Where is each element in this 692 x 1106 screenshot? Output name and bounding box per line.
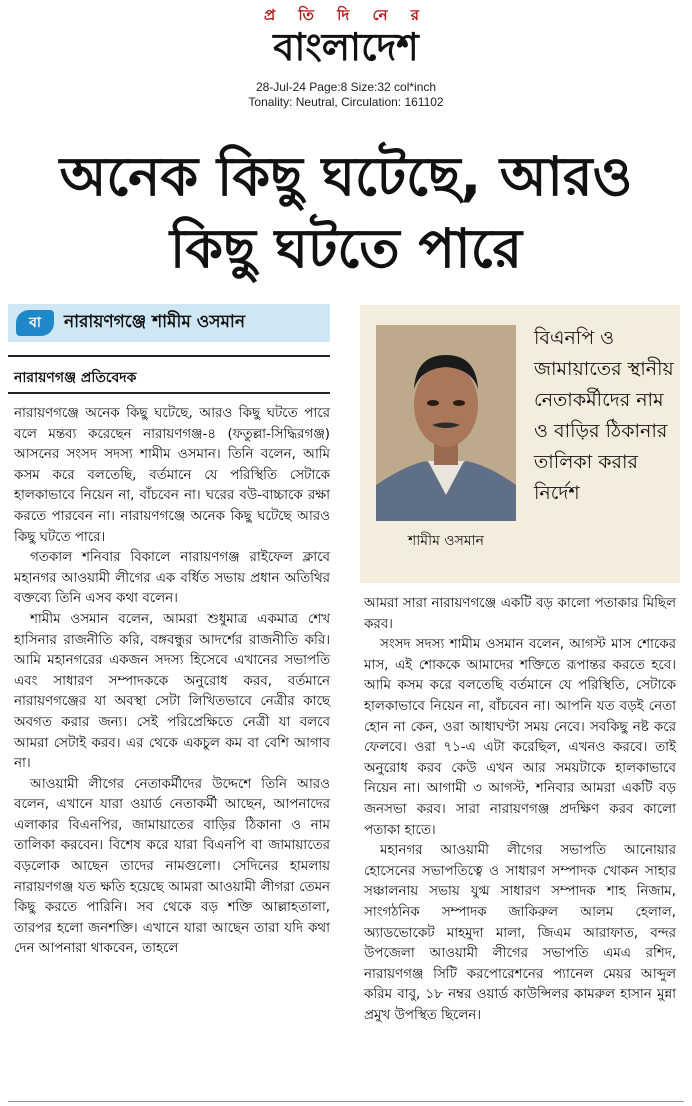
paragraph: গতকাল শনিবার বিকালে নারায়ণগঞ্জ রাইফেল ক্লাবে মহানগর আওয়ামী লীগের এক বর্ধিত সভায় প্রধান অতিথির বক্তব্যে তিনি এসব কথা বলেন। [14,550,330,607]
paragraph: সংসদ সদস্য শামীম ওসমান বলেন, আগস্ট মাস শোকের মাস, এই শোককে আমাদের শক্তিতে রূপান্তর করতে হবে। আমি কসম করে বলতেছি বর্তমানে যে পরিস্থিতি, সেটাকে হালকাভাবে নিয়েন না, বাঁচবেন না। আপনি যত বড়ই নেতা হোন না কেন, ওরা আধাঘণ্টা সময় নেবে। সবকিছু নষ্ট করে ফেলবে। ওরা ৭১-এ এটা করেছিল, এখনও করবে। তাই অনুরোধ করব কেউ এখন আর সময়টাকে হালকাভাবে নিয়েন না। আগামী ৩ আগস্ট, শনিবার আমরা একটি বড় জনসভা করব। সারা নারায়ণগঞ্জ প্রদক্ষিণ করব কালো পতাকা হাতে। [364,637,676,838]
kicker-bar [8,304,330,342]
article-column-right [364,594,676,1026]
paragraph: নারায়ণগঞ্জে অনেক কিছু ঘটেছে, আরও কিছু ঘটতে পারে বলে মন্তব্য করেছেন নারায়ণগঞ্জ-৪ (ফতুল্লা-সিদ্ধিরগঞ্জ) আসনের সংসদ সদস্য শামীম ওসমান। তিনি বলেন, আমি কসম করে বলতেছি, বর্তমানে যে পরিস্থিতি সেটাকে হালকাভাবে নিয়েন না, বাঁচবেন না। ঘরের বউ-বাচ্চাকে রক্ষা করতে পারবেন না। নারায়ণগঞ্জে অনেক কিছু ঘটেছে আরও কিছু ঘটতে পারে। [14,406,330,545]
paragraph: মহানগর আওয়ামী লীগের সভাপতি আনোয়ার হোসেনের সভাপতিত্বে ও সাধারণ সম্পাদক খোকন সাহার সঞ্চালনায় সভায় যুগ্ম সাধারণ সম্পাদক শাহ নিজাম, সাংগঠনিক সম্পাদক জাকিরুল আলম হেলাল, অ্যাডভোকেট মাহমুদা মালা, জিএম আরাফাত, বন্দর উপজেলা আওয়ামী লীগের সভাপতি এমএ রশিদ, নারায়ণগঞ্জ সিটি করপোরেশনের প্যানেল মেয়র আব্দুল করিম বাবু, ১৮ নম্বর ওয়ার্ড কাউন্সিলর কামরুল হাসান মুন্না প্রমুখ উপস্থিত ছিলেন। [364,843,676,1023]
byline-rule-bottom [8,392,330,394]
paragraph: শামীম ওসমান বলেন, আমরা শুধুমাত্র একমাত্র শেখ হাসিনার রাজনীতি করি, বঙ্গবন্ধুর আদর্শের রাজনীতি করি। আমি মহানগরের একজন সদস্য হিসেবে এখানের সভাপতি এবং সাধারণ সম্পাদককে অনুরোধ করব, বর্তমানে নারায়ণগঞ্জের যা অবস্থা সেটা লিখিতভাবে নেত্রীর কাছে অবগত করার জন্য। সেই পরিপ্রেক্ষিতে নেত্রী যা বলবে আমরা সেটাই করব। এর থেকে একচুল কম বা বেশি আগাব না। [14,611,330,772]
headline-line1: অনেক কিছু ঘটেছে, আরও [59,145,633,208]
clip-meta-line2: Tonality: Neutral, Circulation: 161102 [248,95,444,109]
paragraph: আমরা সারা নারায়ণগঞ্জে একটি বড় কালো পতাকার মিছিল করব। [364,596,676,632]
kicker-text: নারায়ণগঞ্জে শামীম ওসমান [64,312,245,332]
clip-meta-line1: 28-Jul-24 Page:8 Size:32 col*inch [255,80,437,94]
masthead [0,4,692,67]
article-column-left [14,404,330,960]
byline: নারায়ণগঞ্জ প্রতিবেদক [14,370,137,386]
masthead-logo: বাংলাদেশ [273,25,419,69]
sidebar-highlight: বিএনপি ও জামায়াতের স্থানীয় নেতাকর্মীদের নাম ও বাড়ির ঠিকানার তালিকা করার নির্দেশ [534,327,674,504]
paragraph: আওয়ামী লীগের নেতাকর্মীদের উদ্দেশে তিনি আরও বলেন, এখানে যারা ওয়ার্ড নেতাকর্মী আছেন, আপনাদের এলাকার বিএনপির, জামায়াতের বাড়ির ঠিকানা ও নাম তালিকা করবেন। বিশেষ করে যারা বিএনপি বা জামায়াতের বড়লোক আছেন তাদের নামগুলো। সেদিনের হামলায় নারায়ণগঞ্জ যত ক্ষতি হয়েছে আমরা আওয়ামী লীগরা তেমন কিছু করতে পারিনি। সব থেকে বড় শক্তি আল্লাহতালা, তারপর হলো জনশক্তি। এখানে যারা আছেন তারা যদি কথা দেন আপনারা থাকবেন, তাহলে [14,776,330,957]
kicker-badge: বা [16,310,54,336]
sidebar-box [360,305,680,583]
bottom-rule [8,1101,684,1102]
masthead-tagline: প্র তি দি নে র [263,6,429,24]
headline-line2: কিছু ঘটতে পারে [169,217,523,280]
photo-caption: শামীম ওসমান [407,533,485,549]
byline-rule-top [8,355,330,357]
portrait-photo [376,325,516,521]
